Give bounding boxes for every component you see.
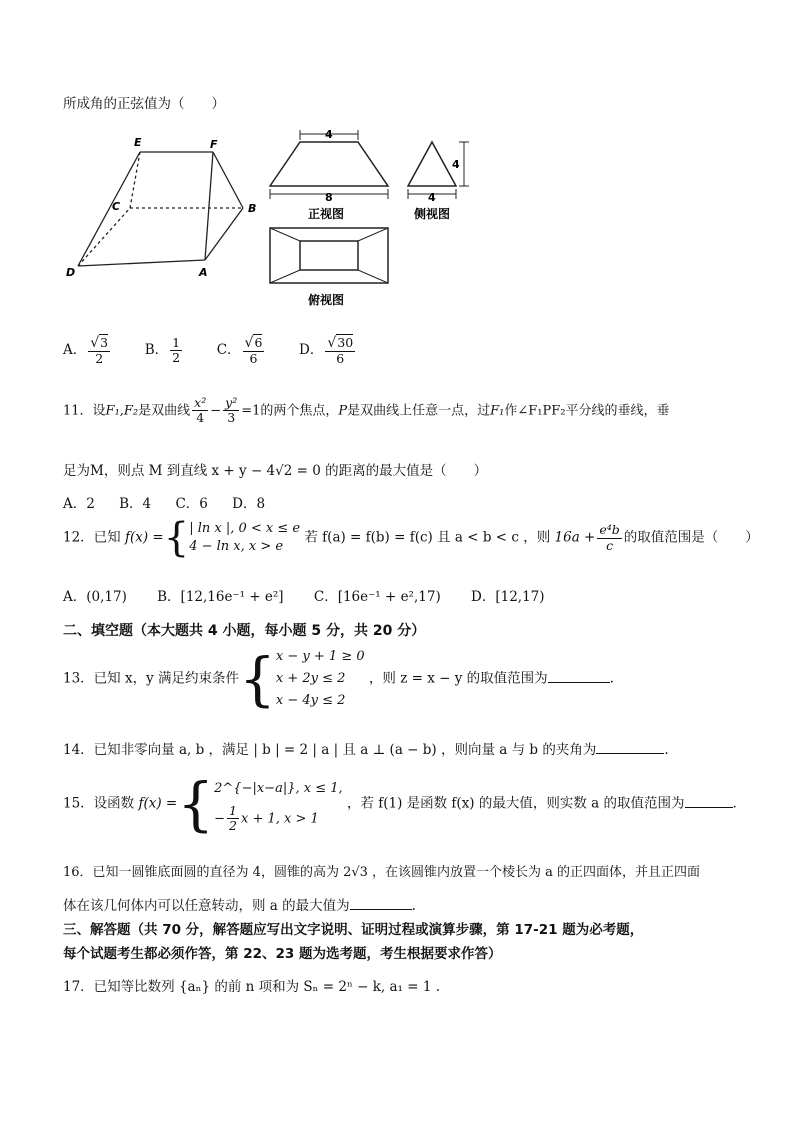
- side-view: [408, 142, 469, 199]
- q15-stem: 15．设函数 f(x) ={ 2^{−|x−a|}, x ≤ 1, − $\frac{1}{2}$ x + 1, x > 1 ，若 f(1) 是函数 f(x) 的最大值，则实数 a 的取值范围为 .: [63, 770, 737, 839]
- q12-option-d: D．[12,17): [471, 589, 545, 605]
- q16-answer-blank[interactable]: [350, 909, 412, 910]
- label-B: B: [248, 202, 257, 215]
- q16-line1: 16．已知一圆锥底面圆的直径为 4，圆锥的高为 2√3 ，在该圆锥内放置一个棱长为 a 的正四面体，并且正四面: [63, 865, 701, 880]
- top-view: [270, 228, 388, 283]
- label-D: D: [66, 266, 76, 279]
- q12-option-c: C．[16e⁻¹ + e²,17): [313, 589, 441, 605]
- q10-stem-tail: 所成角的正弦值为（ ）: [63, 96, 225, 112]
- q14-stem: 14．已知非零向量 a, b ，满足 | b | = 2 | a | 且 a ⊥ (a − b) ，则向量 a 与 b 的夹角为 .: [63, 742, 669, 758]
- label-E: E: [134, 136, 142, 149]
- q10-options: [63, 335, 357, 366]
- q10-option-c: C． $\frac{√6}{6}$: [216, 335, 263, 367]
- q17-stem: 17．已知等比数列 {aₙ} 的前 n 项和为 Sₙ = 2ⁿ − k, a₁ = 1 .: [63, 979, 440, 995]
- q15-answer-blank[interactable]: [685, 807, 733, 808]
- q12-options: [63, 585, 545, 605]
- top-view-caption: 俯视图: [308, 293, 345, 307]
- label-C: C: [112, 200, 121, 213]
- side-view-caption: 侧视图: [414, 207, 451, 221]
- q13-stem: 13．已知 x，y 满足约束条件{ x − y + 1 ≥ 0 x + 2y ≤ 2 x − 4y ≤ 2 ，则 z = x − y 的取值范围为 .: [63, 645, 614, 713]
- label-A: A: [199, 266, 208, 279]
- q16-line2: 体在该几何体内可以任意转动，则 a 的最大值为 .: [63, 898, 416, 914]
- q10-option-d: D． $\frac{√30}{6}$: [299, 335, 354, 367]
- polyhedron-figure: [78, 152, 243, 266]
- q11-option-a: A．2: [63, 496, 95, 512]
- section-2-heading: 二、填空题（本大题共 4 小题，每小题 5 分，共 20 分）: [63, 623, 426, 639]
- q10-figures: [60, 128, 480, 308]
- q12-stem: 12．已知 f(x) ={ | ln x |, 0 < x ≤ e 4 − ln x, x > e 若 f(a) = f(b) = f(c) 且 a < b < c ，则 16a + $\frac{\text{e⁴b}}{c}$ 的取值范围是（ ）: [63, 515, 759, 561]
- q14-answer-blank[interactable]: [596, 753, 664, 754]
- q10-option-a: A． $\frac{√3}{2}$: [63, 335, 109, 367]
- q11-line2: 足为M，则点 M 到直线 x + y − 4√2 = 0 的距离的最大值是（ ）: [63, 463, 488, 479]
- q10-option-b: B． $\frac{1}{2}$: [144, 334, 181, 366]
- q12-option-b: B．[12,16e⁻¹ + e²]: [157, 589, 284, 605]
- front-view-caption: 正视图: [308, 207, 345, 221]
- q11-option-d: D．8: [232, 496, 266, 512]
- section-3-heading-line2: 每个试题考生都必须作答，第 22、23 题为选考题，考生根据要求作答）: [63, 946, 502, 962]
- front-top-dim: 4: [325, 128, 333, 141]
- q11-line1: 11．设F₁,F₂是双曲线 $\frac{\text{x²}}{4}$ − $\frac{\text{y²}}{3}$ =1的两个焦点，P是双曲线上任意一点，过F₁作∠F₁PF₂平分线的垂线，垂: [63, 395, 670, 426]
- side-bottom-dim: 4: [428, 191, 436, 204]
- q11-option-c: C．6: [175, 496, 208, 512]
- q12-option-a: A．(0,17): [63, 589, 127, 605]
- side-height-dim: 4: [452, 158, 460, 171]
- q11-option-b: B．4: [119, 496, 152, 512]
- q11-options: [63, 492, 265, 512]
- section-3-heading-line1: 三、解答题（共 70 分，解答题应写出文字说明、证明过程或演算步骤，第 17-21 题为必考题，: [63, 922, 644, 938]
- front-bottom-dim: 8: [325, 191, 333, 204]
- label-F: F: [210, 138, 218, 151]
- q13-answer-blank[interactable]: [548, 682, 610, 683]
